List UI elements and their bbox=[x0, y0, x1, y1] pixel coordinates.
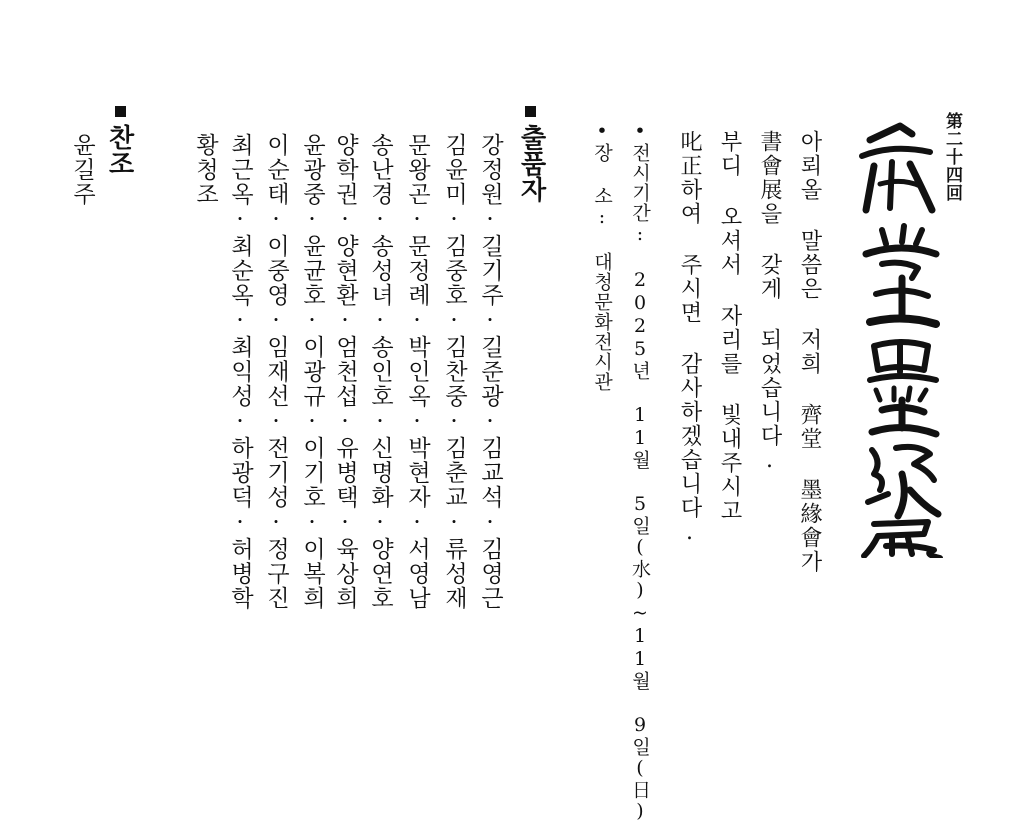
message-line-4: 叱正하여 주시면 감사하겠습니다. bbox=[677, 130, 702, 547]
place-value: 대청문화전시관 bbox=[591, 252, 613, 392]
place-label: •장 소: bbox=[591, 120, 613, 252]
message-line-3: 부디 오셔서 자리를 빛내주시고 bbox=[717, 130, 742, 523]
exhibition-period bbox=[630, 120, 649, 823]
period-label: •전시기간: bbox=[629, 120, 651, 269]
exhibitor-row-4: 송난경·송성녀·송인호·신명화·양연호 bbox=[367, 133, 393, 611]
exhibitors-heading: 출품자 bbox=[516, 124, 546, 202]
section-marker-sponsor bbox=[115, 106, 126, 117]
exhibitor-row-1: 강정원·길기주·길준광·김교석·김영근 bbox=[477, 133, 503, 611]
exhibitor-row-3: 문왕곤·문정례·박인옥·박현자·서영남 bbox=[404, 133, 430, 611]
exhibitor-row-2: 김윤미·김중호·김찬중·김춘교·류성재 bbox=[441, 133, 467, 611]
section-marker-exhibitors bbox=[525, 106, 536, 117]
exhibitor-row-5: 양학권·양현환·엄천섭·유병택·육상희 bbox=[332, 133, 358, 611]
calligraphy-title-logo bbox=[852, 118, 952, 558]
exhibitor-row-7: 이순태·이중영·임재선·전기성·정구진 bbox=[263, 133, 289, 611]
message-line-1: 아뢰올 말씀은 저희 齊堂 墨緣會가 bbox=[797, 130, 822, 574]
period-value: 2025년 11월 5일(水)~11월 9일(日) bbox=[629, 269, 651, 823]
exhibition-place bbox=[592, 120, 611, 392]
exhibitor-row-9: 황청조 bbox=[192, 133, 218, 207]
message-line-2: 書會展을 갖게 되었습니다. bbox=[757, 130, 782, 475]
edition-label: 第二十四回 bbox=[942, 112, 962, 202]
sponsor-heading: 찬조 bbox=[104, 124, 134, 176]
exhibitor-row-8: 최근옥·최순옥·최익성·하광덕·허병학 bbox=[227, 133, 253, 611]
exhibitor-row-6: 윤광중·윤균호·이광규·이기호·이복희 bbox=[299, 133, 325, 611]
sponsor-name: 윤길주 bbox=[69, 133, 95, 207]
